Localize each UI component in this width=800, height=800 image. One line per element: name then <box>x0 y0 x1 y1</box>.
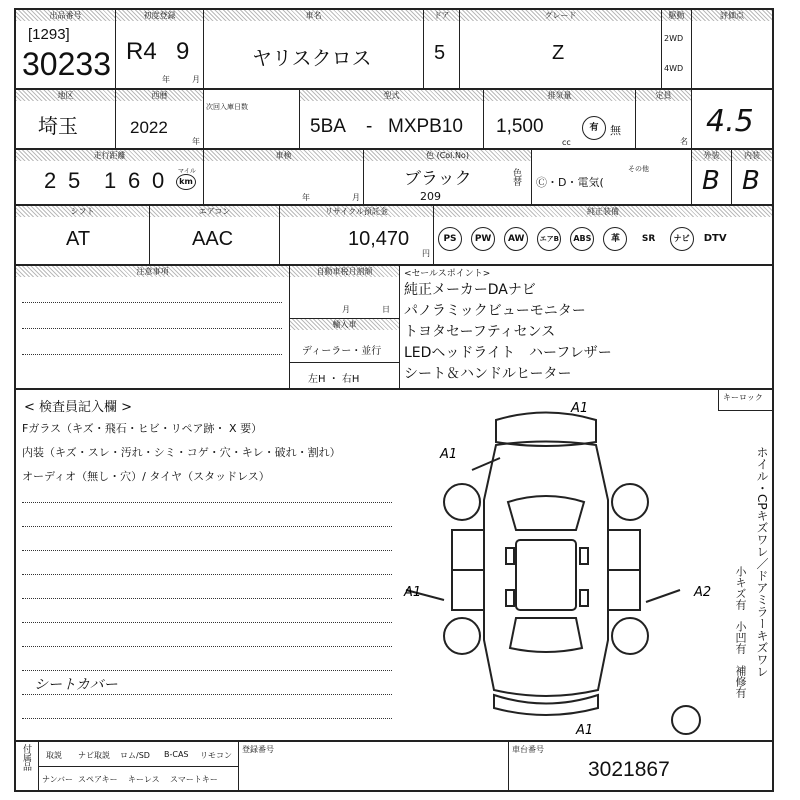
mileage-digit-1: 2 <box>44 168 57 193</box>
accessory-side <box>16 742 39 790</box>
model-code: MXPB10 <box>388 116 463 137</box>
insp-line-10 <box>22 646 392 647</box>
mileage-cell <box>16 150 204 204</box>
mark-front: A1 <box>571 401 589 416</box>
insp-year-unit: 年 <box>302 193 310 202</box>
drive-cell <box>662 10 692 88</box>
acc-keyless: キーレス <box>128 775 160 784</box>
registration-number-label: 登録番号 <box>242 745 274 754</box>
drive-2wd: 2WD <box>664 34 684 43</box>
displacement-label: 排気量 <box>484 90 635 101</box>
cc-unit: cc <box>562 138 571 147</box>
insp-line-11 <box>22 670 392 671</box>
door-handle-fr <box>580 548 588 564</box>
equip-cell <box>532 150 692 204</box>
turbo-no: 無 <box>610 124 621 137</box>
mileage-unit-alt: マイル <box>178 168 196 175</box>
chassis-box <box>508 742 772 790</box>
color: ブラック <box>404 169 472 188</box>
acc-bcas: B-CAS <box>164 750 189 759</box>
year-unit-2: 年 <box>192 137 200 146</box>
wheel-rear-right <box>612 618 648 654</box>
keylock-box <box>718 390 773 411</box>
reg-month: 月 <box>342 305 350 314</box>
capacity-unit: 名 <box>680 137 688 146</box>
sales-label: <セールスポイント> <box>404 269 491 279</box>
model-sep: - <box>366 116 373 137</box>
insp-line-9 <box>22 622 392 623</box>
exterior-grade: B <box>702 166 720 196</box>
header-row <box>16 10 772 90</box>
inspector-line-3: オーディオ（無し・穴）/ タイヤ（スタッドレス） <box>22 470 270 483</box>
mileage-digit-5: 0 <box>152 168 165 193</box>
mileage-digit-4: 6 <box>128 168 141 193</box>
score-cell <box>692 10 772 88</box>
era: R4 <box>126 38 157 65</box>
car-rear-bumper <box>494 695 598 715</box>
mark-line-1 <box>472 458 500 470</box>
sales-point: パノラミックビューモニター <box>404 303 586 319</box>
sales-points <box>404 280 612 385</box>
reg-month: 9 <box>176 38 190 65</box>
left-doors <box>452 530 484 610</box>
grade-cell <box>460 10 662 88</box>
turbo-yes: 有 <box>582 116 606 140</box>
sales-point: LEDヘッドライト ハーフレザー <box>404 345 612 361</box>
car-body <box>484 442 608 697</box>
chassis-number: 3021867 <box>588 758 670 781</box>
inspection-cell <box>204 90 300 148</box>
first-reg-label: 初度登録 <box>116 10 203 21</box>
recycle: 10,470 <box>348 228 410 250</box>
equip-type: Ⓒ・D・電気( <box>536 176 604 189</box>
right-doors <box>608 530 640 610</box>
inspector-title: < 検査員記入欄 > <box>24 400 133 415</box>
insp-month-unit: 月 <box>352 193 360 202</box>
model-label: 型式 <box>300 90 483 101</box>
grade-label: グレード <box>460 10 661 21</box>
inspector-line-2: 内装（キズ・スレ・汚れ・シミ・コゲ・穴・キレ・破れ・割れ） <box>22 446 341 459</box>
notes-cell <box>16 266 290 388</box>
note-line-2 <box>22 328 282 329</box>
notes-row <box>16 266 772 390</box>
equip-navi: ナビ <box>670 227 694 251</box>
aircon-label: エアコン <box>150 206 279 217</box>
accessory-divider <box>38 766 238 767</box>
acc-remote: リモコン <box>200 751 232 760</box>
mark-front-left: A1 <box>440 447 458 462</box>
model-prefix: 5BA <box>310 116 346 137</box>
region-row <box>16 90 772 150</box>
region-cell <box>16 90 116 148</box>
insp-line-12 <box>22 694 392 695</box>
shift-cell <box>16 206 150 264</box>
mileage-label: 走行距離 <box>16 150 203 161</box>
equipment-list <box>436 226 729 251</box>
interior-grade: B <box>742 166 760 196</box>
chassis-label: 車台番号 <box>512 745 544 754</box>
equip-sr: SR <box>641 234 656 244</box>
steering-divider <box>290 362 399 363</box>
car-name-label: 車名 <box>204 10 423 21</box>
month-unit: 月 <box>192 75 200 84</box>
doors-label: ドア <box>424 10 459 21</box>
displacement: 1,500 <box>496 116 544 137</box>
lot-bracket: [1293] <box>28 26 70 43</box>
auction-sheet <box>14 8 774 792</box>
car-roof <box>516 540 576 610</box>
recycle-label: リサイクル預託金 <box>280 206 433 217</box>
door-handle-rl <box>506 590 514 606</box>
mark-right-side: A2 <box>694 585 712 600</box>
mileage-row <box>16 150 772 206</box>
acc-manual: 取説 <box>46 751 62 760</box>
recycle-cell <box>280 206 434 264</box>
year-unit: 年 <box>162 75 170 84</box>
wheel-front-left <box>444 484 480 520</box>
wheel-rear-left <box>444 618 480 654</box>
accessory-side-label: 付属品 <box>21 744 31 771</box>
inspector-line-1: Fガラス（キズ・飛石・ヒビ・リペア跡・ X 要） <box>22 422 263 435</box>
score-label: 評価点 <box>692 10 772 21</box>
mark-left-side: A1 <box>404 585 422 600</box>
equipment-label: 純正装備 <box>434 206 772 217</box>
mark-line-3 <box>646 590 680 602</box>
exterior-label: 外装 <box>692 150 731 161</box>
sales-cell <box>400 266 772 388</box>
insp-line-8 <box>22 598 392 599</box>
spare-circle <box>672 706 700 734</box>
drive-label: 駆動 <box>662 10 691 21</box>
reg-day: 日 <box>382 305 390 314</box>
acc-navi-manual: ナビ取説 <box>78 751 110 760</box>
doors: 5 <box>434 42 446 64</box>
registration-box <box>238 742 509 790</box>
interior-label: 内装 <box>732 150 772 161</box>
inspection-note: 次回入庫日数 <box>206 103 248 111</box>
year-cell <box>116 90 204 148</box>
region-label: 地区 <box>16 90 115 101</box>
note-line-1 <box>22 302 282 303</box>
score: 4.5 <box>706 104 754 139</box>
equip-pw: PW <box>471 227 495 251</box>
acc-smart-key: スマートキー <box>170 775 218 784</box>
lot-label: 出品番号 <box>16 10 115 21</box>
inspection-date-label: 車検 <box>204 150 363 161</box>
equipment-cell <box>434 206 772 264</box>
sales-point: 純正メーカーDAナビ <box>404 282 536 298</box>
drive-4wd: 4WD <box>664 64 684 73</box>
notes-label: 注意事項 <box>16 266 289 277</box>
insp-line-13 <box>22 718 392 719</box>
insp-line-5 <box>22 526 392 527</box>
color-label: 色 (Col.No) <box>364 150 531 161</box>
capacity-cell <box>636 90 692 148</box>
steering-option: 左H ・ 右H <box>308 374 360 385</box>
mileage-unit: km <box>176 174 196 190</box>
dealer-option: ディーラー・並行 <box>302 346 382 357</box>
color-change: 色替 <box>511 168 521 186</box>
year-label: 西暦 <box>116 90 203 101</box>
color-cell <box>364 150 532 204</box>
region: 埼玉 <box>38 116 78 138</box>
accessory-grid <box>38 742 239 790</box>
doors-cell <box>424 10 460 88</box>
car-windshield <box>508 496 584 530</box>
registration-cell <box>290 266 400 388</box>
interior-cell <box>732 150 772 204</box>
keylock-label: キーロック <box>723 393 763 402</box>
car-name-cell <box>204 10 424 88</box>
registration-label: 自動車税月割額 <box>290 266 399 277</box>
displacement-cell <box>484 90 636 148</box>
equip-ps: PS <box>438 227 462 251</box>
equip-leather: 革 <box>603 227 627 251</box>
equip-other: その他 <box>628 165 649 173</box>
lot-number: 30233 <box>22 46 111 82</box>
footer-row <box>16 742 772 790</box>
import-label: 輸入車 <box>290 319 399 330</box>
aircon: AAC <box>192 228 234 250</box>
sales-point: シート＆ハンドルヒーター <box>404 366 572 382</box>
acc-rom: ロム/SD <box>120 751 150 760</box>
side-text-1: ホイル・CPキズワレ／ドアミラーキズワレ <box>755 446 769 678</box>
equipment-row <box>16 206 772 266</box>
color-no: 209 <box>420 190 441 203</box>
shift: AT <box>66 228 91 250</box>
car-name: ヤリスクロス <box>252 48 372 70</box>
door-handle-fl <box>506 548 514 564</box>
wheel-front-right <box>612 484 648 520</box>
acc-spare-key: スペアキー <box>78 775 118 784</box>
equip-airbag: エアB <box>537 227 561 251</box>
first-reg-cell <box>116 10 204 88</box>
insp-line-6 <box>22 550 392 551</box>
shift-label: シフト <box>16 206 149 217</box>
acc-number: ナンバー <box>42 775 74 784</box>
insp-line-4 <box>22 502 392 503</box>
exterior-cell <box>692 150 732 204</box>
capacity-label: 定員 <box>636 90 691 101</box>
note-line-3 <box>22 354 282 355</box>
grade: Z <box>552 42 565 64</box>
insp-line-7 <box>22 574 392 575</box>
side-text-2: 小キズ有 小凹有 補修有 <box>734 566 747 698</box>
aircon-cell <box>150 206 280 264</box>
sales-point: トヨタセーフティセンス <box>404 324 556 340</box>
model-cell <box>300 90 484 148</box>
mileage-digit-2: 5 <box>68 168 81 193</box>
mark-rear: A1 <box>576 723 594 738</box>
lot-cell <box>16 10 116 88</box>
inspection-date-cell <box>204 150 364 204</box>
yen-unit: 円 <box>422 249 430 258</box>
mileage-digit-3: 1 <box>104 168 117 193</box>
equip-abs: ABS <box>570 227 594 251</box>
car-rear-window <box>510 618 582 652</box>
handwritten-note: シートカバー <box>34 677 118 693</box>
equip-aw: AW <box>504 227 528 251</box>
year: 2022 <box>130 118 168 137</box>
inspector-area <box>16 390 772 742</box>
equip-dtv: DTV <box>703 233 727 244</box>
door-handle-rr <box>580 590 588 606</box>
car-diagram <box>376 390 716 740</box>
